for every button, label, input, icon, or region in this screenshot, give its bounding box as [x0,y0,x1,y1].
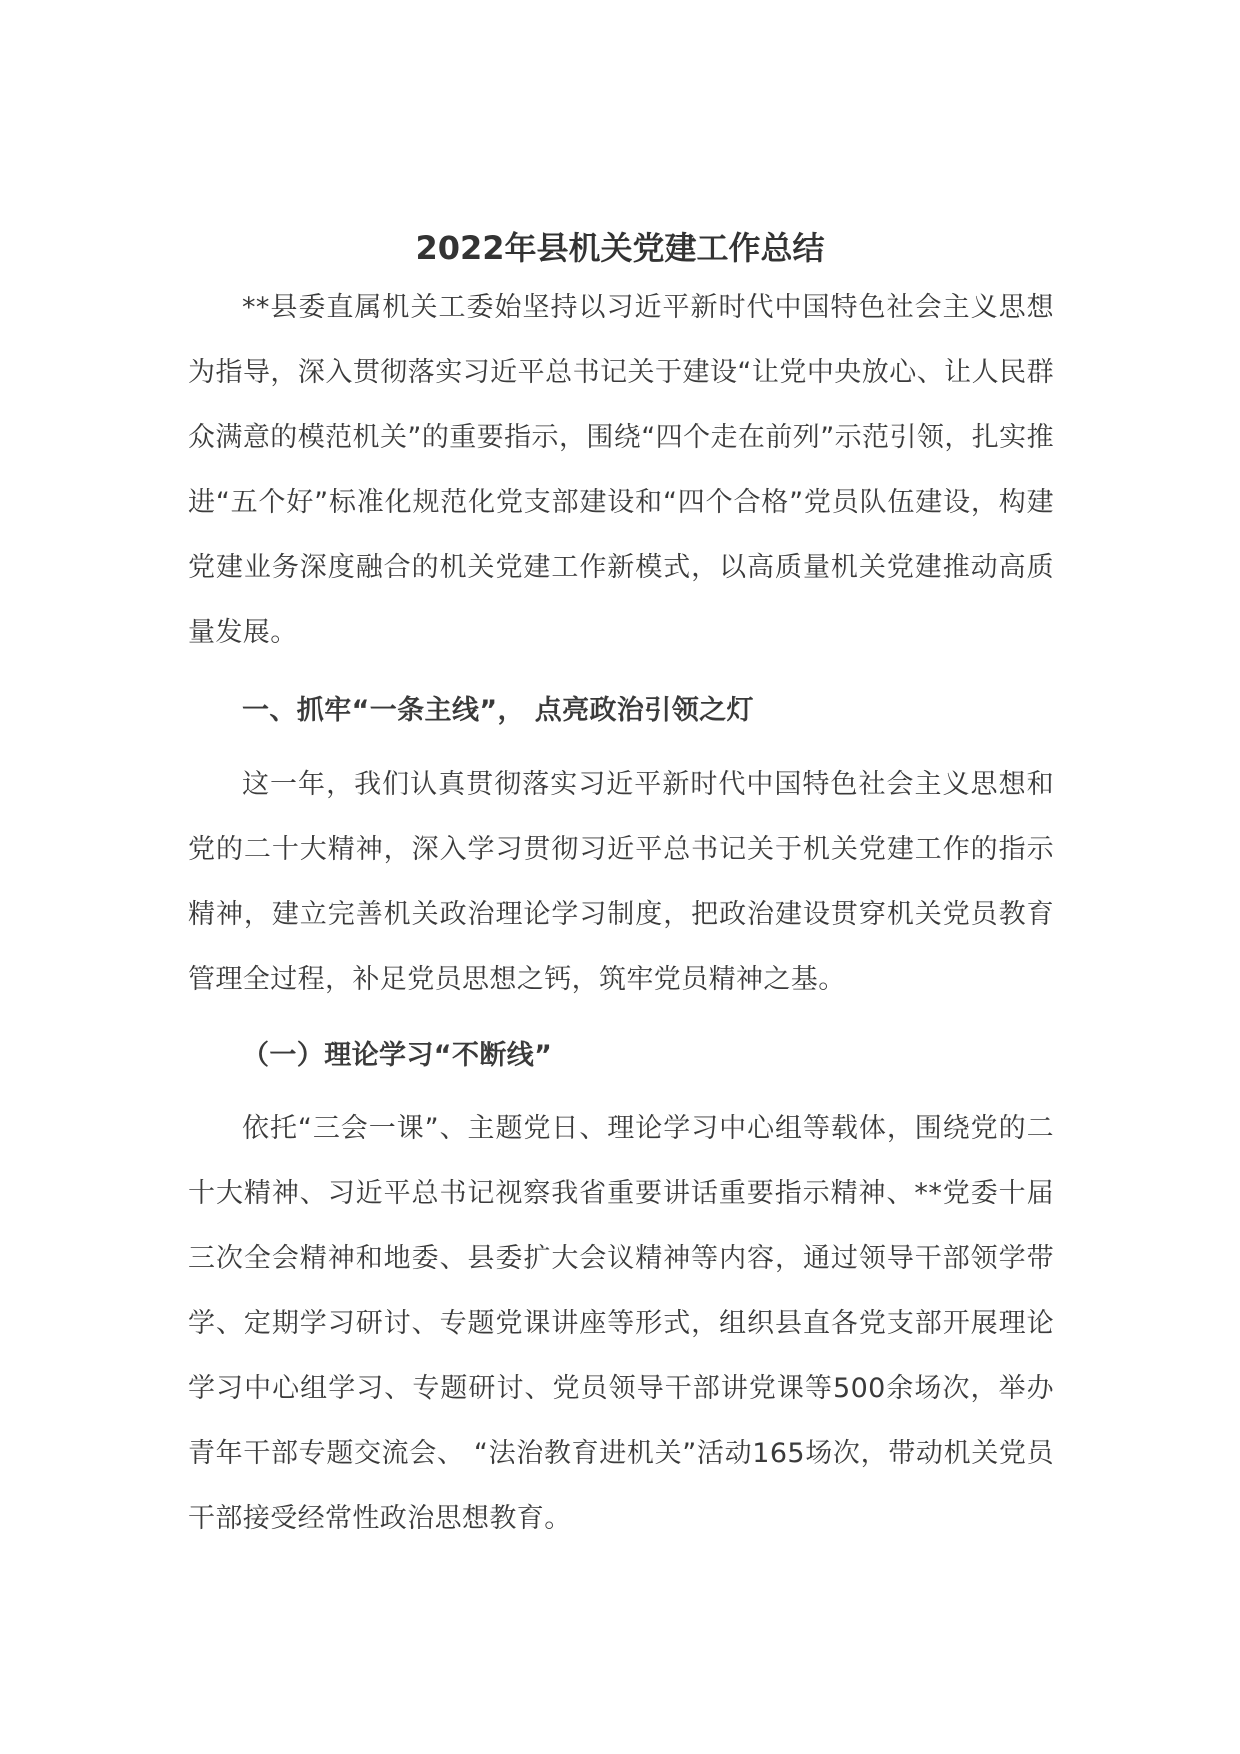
intro-paragraph: **县委直属机关工委始坚持以习近平新时代中国特色社会主义思想为指导，深入贯彻落实习近平总书记关于建设“让党中央放心、让人民群众满意的模范机关”的重要指示，围绕“四个走在前列”示范引领，扎实推进“五个好”标准化规范化党支部建设和“四个合格”党员队伍建设，构建党建业务深度融合的机关党建工作新模式，以高质量机关党建推动高质量发展。 [188,292,1054,648]
subsection-1-heading: （一）理论学习“不断线” [242,1040,553,1071]
section-1-heading: 一、抓牢“一条主线”， 点亮政治引领之灯 [242,695,754,726]
section-1-body: 这一年，我们认真贯彻落实习近平新时代中国特色社会主义思想和党的二十大精神，深入学习贯彻习近平总书记关于机关党建工作的指示精神，建立完善机关政治理论学习制度，把政治建设贯穿机关党员教育管理全过程，补足党员思想之钙，筑牢党员精神之基。 [188,769,1054,995]
document-title: 2022年县机关党建工作总结 [415,229,825,268]
subsection-1-body: 依托“三会一课”、主题党日、理论学习中心组等载体，围绕党的二十大精神、习近平总书记视察我省重要讲话重要指示精神、**党委十届三次全会精神和地委、县委扩大会议精神等内容，通过领导干部领学带学、定期学习研讨、专题党课讲座等形式，组织县直各党支部开展理论学习中心组学习、专题研讨、党员领导干部讲党课等500余场次，举办青年干部专题交流会、 “法治教育进机关”活动165场次，带动机关党员干部接受经常性政治思想教育。 [188,1113,1054,1534]
